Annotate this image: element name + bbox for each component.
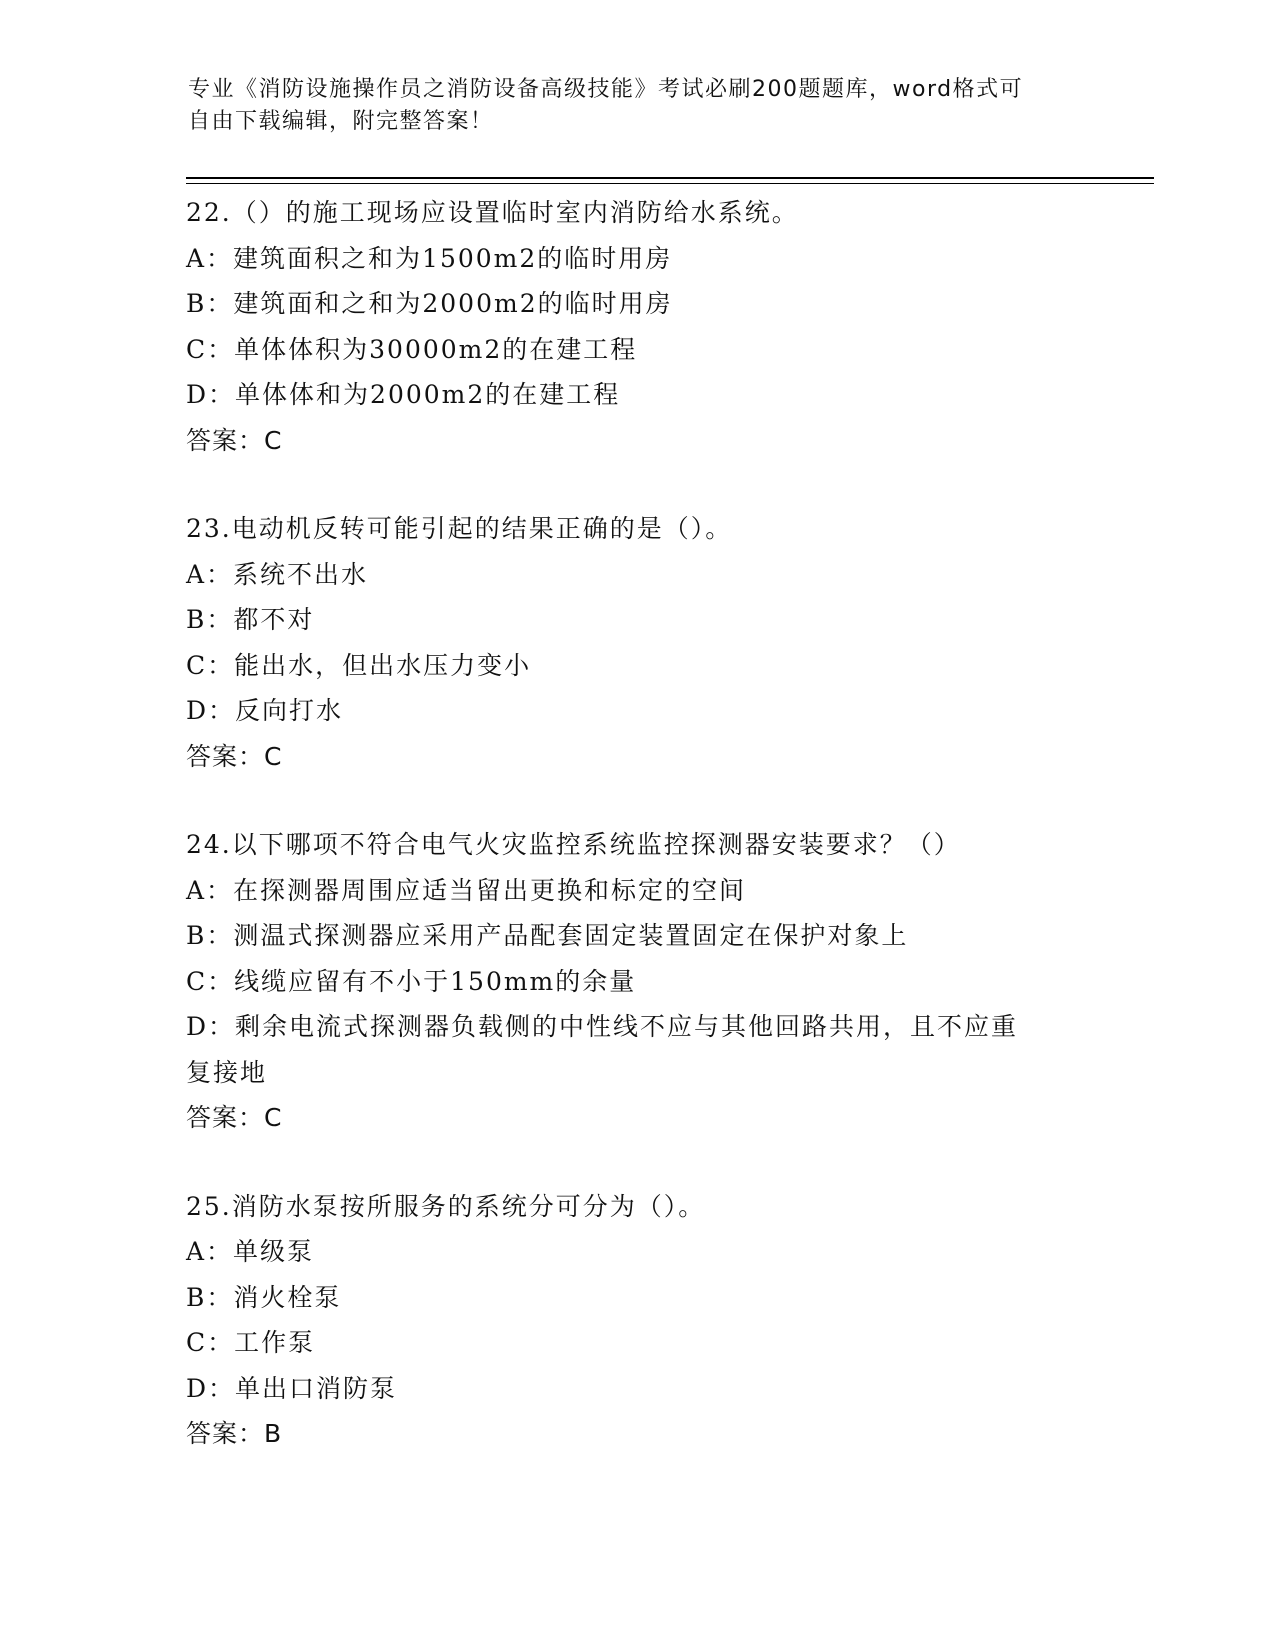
answer-line: 答案：C: [186, 741, 283, 771]
option-c: C：能出水，但出水压力变小: [186, 650, 532, 680]
option-d: D：剩余电流式探测器负载侧的中性线不应与其他回路共用，且不应重: [186, 1012, 1019, 1041]
option-d-continuation: 复接地: [186, 1057, 268, 1087]
question-spacer: [186, 1141, 1086, 1184]
option-d: D：单体体和为2000m2的在建工程: [186, 380, 621, 409]
document-header: [188, 74, 1068, 138]
question-25: [186, 1184, 1086, 1457]
option-a: A：单级泵: [186, 1237, 315, 1266]
answer-line: 答案：B: [186, 1419, 283, 1448]
question-22: [186, 190, 1086, 463]
header-divider-thin: [186, 183, 1154, 184]
header-line-2: 自由下载编辑，附完整答案！: [188, 109, 494, 134]
question-list: [186, 190, 1086, 1457]
option-a: A：系统不出水: [186, 559, 369, 589]
question-24: [186, 822, 1086, 1141]
option-c: C：单体体积为30000m2的在建工程: [186, 334, 638, 364]
answer-line: 答案：C: [186, 425, 283, 455]
option-d: D：反向打水: [186, 696, 344, 725]
option-b: B：消火栓泵: [186, 1282, 342, 1312]
option-b: B：测温式探测器应采用产品配套固定装置固定在保护对象上: [186, 921, 909, 950]
option-d: D：单出口消防泵: [186, 1373, 398, 1403]
answer-line: 答案：C: [186, 1103, 283, 1132]
header-line-1: 专业《消防设施操作员之消防设备高级技能》考试必刷200题题库，word格式可: [188, 77, 1024, 102]
question-stem: 23.电动机反转可能引起的结果正确的是（）。: [186, 514, 733, 543]
question-stem: 25.消防水泵按所服务的系统分可分为（）。: [186, 1191, 706, 1221]
question-spacer: [186, 779, 1086, 822]
question-spacer: [186, 463, 1086, 506]
option-c: C：工作泵: [186, 1328, 316, 1357]
option-c: C：线缆应留有不小于150mm的余量: [186, 966, 637, 996]
question-stem: 22.（）的施工现场应设置临时室内消防给水系统。: [186, 198, 799, 227]
option-b: B：都不对: [186, 605, 315, 634]
option-a: A：建筑面积之和为1500m2的临时用房: [186, 243, 673, 273]
question-stem: 24.以下哪项不符合电气火灾监控系统监控探测器安装要求？（）: [186, 830, 961, 859]
option-b: B：建筑面和之和为2000m2的临时用房: [186, 289, 673, 318]
header-divider-thick: [186, 177, 1154, 179]
option-a: A：在探测器周围应适当留出更换和标定的空间: [186, 875, 747, 905]
question-23: [186, 506, 1086, 779]
